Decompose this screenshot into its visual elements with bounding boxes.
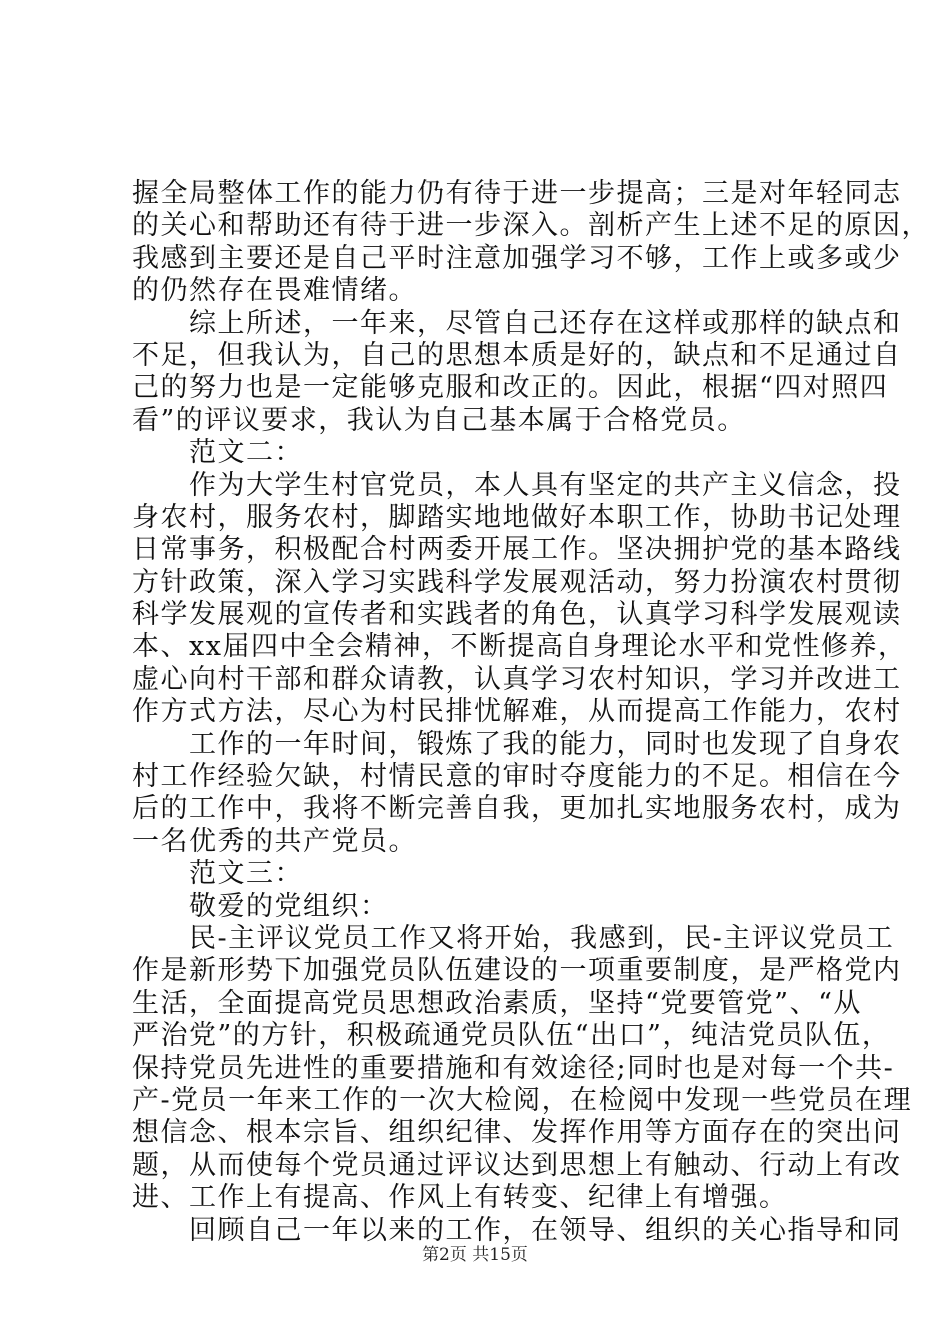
- text-line: 科学发展观的宣传者和实践者的角色，认真学习科学发展观读: [132, 599, 902, 631]
- text-line: 回顾自己一年以来的工作，在领导、组织的关心指导和同: [132, 1214, 902, 1246]
- text-line: 工作的一年时间，锻炼了我的能力，同时也发现了自身农: [132, 728, 902, 760]
- text-line: 题，从而使每个党员通过评议达到思想上有触动、行动上有改: [132, 1149, 902, 1181]
- text-line: 生活，全面提高党员思想政治素质，坚持“党要管党”、“从: [132, 987, 862, 1019]
- text-line: 身农村，服务农村，脚踏实地地做好本职工作，协助书记处理: [132, 501, 902, 533]
- section-heading: 范文二：: [132, 437, 303, 469]
- text-line: 作为大学生村官党员，本人具有坚定的共产主义信念，投: [132, 469, 902, 501]
- text-line: 产-党员一年来工作的一次大检阅，在检阅中发现一些党员在理: [132, 1084, 913, 1116]
- text-line: 看”的评议要求，我认为自己基本属于合格党员。: [132, 404, 746, 436]
- text-line: 方针政策，深入学习实践科学发展观活动，努力扮演农村贯彻: [132, 566, 902, 598]
- text-line: 己的努力也是一定能够克服和改正的。因此，根据“四对照四: [132, 372, 889, 404]
- text-line: 本、xx届四中全会精神，不断提高自身理论水平和党性修养，: [132, 631, 907, 663]
- text-line: 想信念、根本宗旨、组织纪律、发挥作用等方面存在的突出问: [132, 1117, 902, 1149]
- text-line: 的关心和帮助还有待于进一步深入。剖析产生上述不足的原因，: [132, 210, 930, 242]
- text-line: 我感到主要还是自己平时注意加强学习不够，工作上或多或少: [132, 242, 902, 274]
- section-heading: 范文三：: [132, 858, 303, 890]
- text-line: 一名优秀的共产党员。: [132, 825, 417, 857]
- page-footer: [0, 1240, 950, 1265]
- document-body: [132, 178, 930, 1247]
- text-line: 进、工作上有提高、作风上有转变、纪律上有增强。: [132, 1182, 788, 1214]
- text-line: 后的工作中，我将不断完善自我，更加扎实地服务农村，成为: [132, 793, 902, 825]
- text-line: 握全局整体工作的能力仍有待于进一步提高；三是对年轻同志: [132, 178, 902, 209]
- text-line: 保持党员先进性的重要措施和有效途径;同时也是对每一个共-: [132, 1052, 895, 1084]
- text-line: 虚心向村干部和群众请教，认真学习农村知识，学习并改进工: [132, 663, 902, 695]
- text-line: 严治党”的方针，积极疏通党员队伍“出口”，纯洁党员队伍，: [132, 1020, 891, 1052]
- text-line: 作是新形势下加强党员队伍建设的一项重要制度，是严格党内: [132, 955, 902, 987]
- text-line: 的仍然存在畏难情绪。: [132, 275, 417, 307]
- text-line: 日常事务，积极配合村两委开展工作。坚决拥护党的基本路线: [132, 534, 902, 566]
- text-line: 作方式方法，尽心为村民排忧解难，从而提高工作能力，农村: [132, 696, 902, 728]
- text-line: 民-主评议党员工作又将开始，我感到，民-主评议党员工: [132, 922, 895, 954]
- text-line: 村工作经验欠缺，村情民意的审时夺度能力的不足。相信在今: [132, 761, 902, 793]
- page-number-label: 第2页 共15页: [422, 1245, 528, 1265]
- text-line: 不足，但我认为，自己的思想本质是好的，缺点和不足通过自: [132, 339, 902, 371]
- salutation: 敬爱的党组织：: [132, 890, 389, 922]
- text-line: 综上所述，一年来，尽管自己还存在这样或那样的缺点和: [132, 307, 902, 339]
